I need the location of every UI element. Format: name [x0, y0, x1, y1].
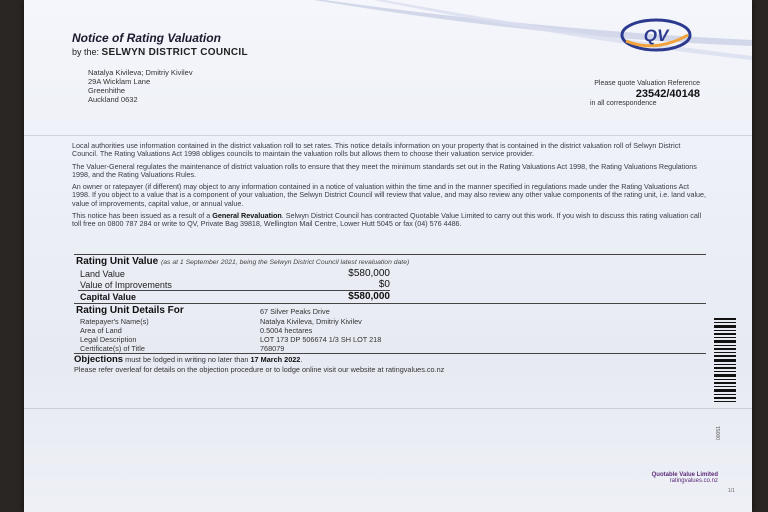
rating-value-heading: [76, 256, 409, 267]
footer: [544, 472, 718, 484]
fold-line: [24, 408, 752, 409]
recipient-names: Natalya Kivileva; Dmitriy Kivilev: [88, 68, 193, 77]
paragraph-objection-rights: An owner or ratepayer (if different) may object to any information contained in a notice of valuation within the time and in the manner specified in regulations made under the Rating Valuations Act 1998. If you object to a value that is a component of your valuation, the Selwyn District Council will review that value, and may also review any other value components of the rating unit, i.e. land value, value of improvements, capital value, or annual value.: [72, 182, 707, 208]
rating-value-title: Rating Unit Value: [76, 256, 159, 267]
rating-value-note: (as at 1 September 2021, being the Selwyn District Council latest revaluation date): [161, 259, 410, 266]
objections-block: [74, 354, 444, 374]
land-value-label: Land Value: [80, 269, 125, 279]
capital-value-amount: $580,000: [348, 291, 390, 302]
valuation-reference: [524, 80, 700, 107]
paragraph-revaluation: [72, 212, 708, 229]
fold-line: [24, 135, 752, 136]
ratepayer-label: Ratepayer's Name(s): [80, 317, 149, 326]
legal-label: Legal Description: [80, 335, 137, 344]
section-rule: [74, 303, 706, 304]
section-rule: [74, 254, 706, 255]
notice-body: [72, 142, 708, 233]
council-name: SELWYN DISTRICT COUNCIL: [101, 47, 248, 58]
issuer-line: [72, 47, 248, 58]
objections-text-b: .: [300, 355, 303, 364]
recipient-city: Auckland 0632: [88, 95, 138, 104]
reference-tail: in all correspondence: [590, 100, 657, 107]
footer-url: ratingvalues.co.nz: [669, 478, 718, 484]
objections-line: [74, 354, 444, 365]
land-value-amount: $580,000: [348, 268, 390, 279]
objections-text-a: must be lodged in writing no later than: [123, 355, 251, 364]
title-label: Certificate(s) of Title: [80, 344, 145, 353]
paragraph-valuer-general: The Valuer-General regulates the maintenance of district valuation rolls to ensure that they meet the minimum standards set out in the Rating Valuations Act 1998, the Rating Valuations Regulations 1998, and the Rating Valuations Rules.: [72, 161, 697, 179]
notice-paper: [24, 0, 752, 512]
objections-heading: Objections: [74, 354, 124, 365]
footer-company: Quotable Value Limited: [651, 472, 718, 478]
legal-value: LOT 173 DP 506674 1/3 SH LOT 218: [260, 335, 382, 344]
notice-title: Notice of Rating Valuation: [72, 31, 221, 45]
qv-logo: [620, 17, 692, 58]
improvements-label: Value of Improvements: [80, 280, 172, 290]
reference-hint: Please quote Valuation Reference: [594, 80, 700, 87]
issuer-prefix: by the:: [72, 47, 100, 57]
page-mark: 1/1: [728, 488, 735, 494]
recipient-address: [88, 68, 193, 104]
area-label: Area of Land: [80, 326, 122, 335]
objections-date: 17 March 2022: [250, 355, 301, 364]
capital-value-label: Capital Value: [80, 292, 137, 302]
reference-number: 23542/40148: [635, 88, 700, 100]
side-code: 00051: [716, 426, 722, 440]
property-address: 67 Silver Peaks Drive: [260, 307, 330, 316]
details-heading: Rating Unit Details For: [76, 305, 184, 316]
logo-text: QV: [643, 26, 669, 45]
revaluation-bold: General Revaluation: [212, 211, 282, 221]
recipient-street: 29A Wicklam Lane: [88, 77, 151, 86]
recipient-suburb: Greenhithe: [88, 86, 126, 95]
objections-instructions: Please refer overleaf for details on the objection procedure or to lodge online visit our website at ratingvalues.co.nz: [74, 365, 445, 374]
ratepayer-value: Natalya Kivileva, Dmitriy Kivilev: [260, 317, 362, 326]
paragraph-roll: Local authorities use information contained in the district valuation roll to set rates. This notice details information on your property that is contained in the district valuation roll of Selwyn District Council. The Rating Valuations Act 1998 obliges councils to maintain the valuation rolls but allows them to choose their valuation service provider.: [72, 141, 681, 159]
area-value: 0.5004 hectares: [260, 326, 313, 335]
revaluation-text-a: This notice has been issued as a result of a: [72, 211, 213, 221]
barcode-graphic: [714, 318, 736, 402]
improvements-amount: $0: [378, 279, 390, 290]
title-value: 768079: [260, 344, 285, 353]
revaluation-text-b: . Selwyn District Council has contracted Quotable Value Limited to carry out this work. If you wish to discuss this rating valuation call toll free on 0800 787 284 or write to QV, Private Bag 39818, Wellington Mail Centre, Lower Hutt 5045 or fax (04) 576 4486.: [72, 211, 702, 229]
